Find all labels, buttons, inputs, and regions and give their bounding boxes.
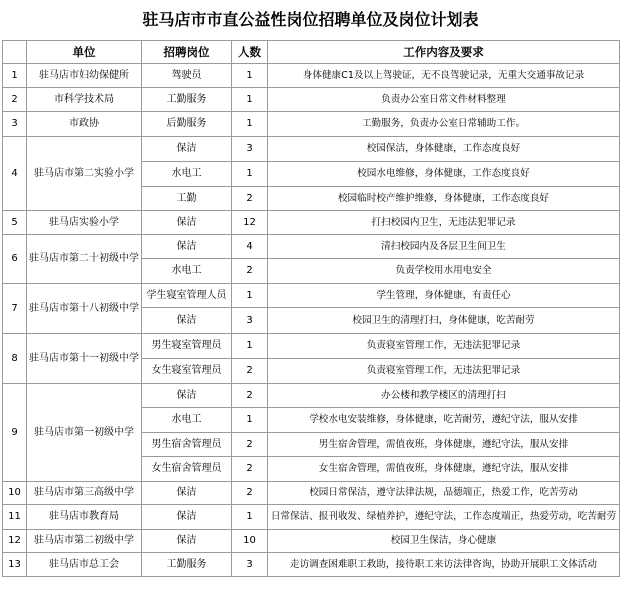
unit-name: 市政协	[27, 112, 142, 137]
job-requirements: 身体健康C1及以上驾驶证，无不良驾驶记录，无重大交通事故记录	[268, 64, 620, 88]
unit-name: 驻马店市第十八初级中学	[27, 284, 142, 334]
table-row	[3, 384, 620, 408]
job-count: 2	[232, 259, 268, 284]
header-position: 招聘岗位	[142, 41, 232, 64]
job-count: 2	[232, 457, 268, 482]
job-requirements: 负责寝室管理工作，无违法犯罪记录	[268, 334, 620, 359]
job-position: 男生宿舍管理员	[142, 433, 232, 457]
job-count: 1	[232, 88, 268, 112]
table-row	[3, 553, 620, 577]
table-row	[3, 482, 620, 505]
job-count: 4	[232, 235, 268, 259]
job-requirements: 负责学校用水用电安全	[268, 259, 620, 284]
job-position: 保洁	[142, 235, 232, 259]
job-count: 3	[232, 137, 268, 162]
job-position: 保洁	[142, 211, 232, 235]
unit-name: 驻马店市第二初级中学	[27, 530, 142, 553]
job-position: 后勤服务	[142, 112, 232, 137]
job-position: 水电工	[142, 162, 232, 187]
table-row	[3, 530, 620, 553]
recruitment-table	[2, 40, 620, 577]
job-count: 1	[232, 334, 268, 359]
job-position: 水电工	[142, 259, 232, 284]
job-count: 2	[232, 187, 268, 211]
job-requirements: 学生管理，身体健康，有责任心	[268, 284, 620, 308]
job-position: 女生寝室管理员	[142, 359, 232, 384]
job-requirements: 校园卫生保洁，身心健康	[268, 530, 620, 553]
job-requirements: 清扫校园内及各层卫生间卫生	[268, 235, 620, 259]
job-requirements: 负责办公室日常文件材料整理	[268, 88, 620, 112]
job-count: 2	[232, 433, 268, 457]
job-requirements: 打扫校园内卫生，无违法犯罪记录	[268, 211, 620, 235]
job-requirements: 办公楼和教学楼区的清理打扫	[268, 384, 620, 408]
unit-name: 驻马店市第二十初级中学	[27, 235, 142, 284]
job-count: 1	[232, 284, 268, 308]
job-count: 2	[232, 384, 268, 408]
unit-name: 驻马店市第二实验小学	[27, 137, 142, 211]
job-position: 保洁	[142, 137, 232, 162]
row-number: 11	[3, 505, 27, 530]
job-position: 学生寝室管理人员	[142, 284, 232, 308]
job-position: 工勤服务	[142, 553, 232, 577]
table-row	[3, 64, 620, 88]
job-requirements: 负责寝室管理工作，无违法犯罪记录	[268, 359, 620, 384]
job-position: 保洁	[142, 530, 232, 553]
job-requirements: 走访调查困难职工救助，接待职工来访法律咨询，协助开展职工文体活动	[268, 553, 620, 577]
header-count: 人数	[232, 41, 268, 64]
job-requirements: 校园卫生的清理打扫，身体健康，吃苦耐劳	[268, 308, 620, 334]
header-requirements: 工作内容及要求	[268, 41, 620, 64]
job-requirements: 日常保洁、报刊收发、绿植养护，遵纪守法，工作态度端正，热爱劳动，吃苦耐劳	[268, 505, 620, 530]
unit-name: 驻马店市总工会	[27, 553, 142, 577]
job-position: 女生宿舍管理员	[142, 457, 232, 482]
row-number: 4	[3, 137, 27, 211]
job-requirements: 校园日常保洁，遵守法律法规，品德端正，热爱工作，吃苦劳动	[268, 482, 620, 505]
job-count: 2	[232, 359, 268, 384]
unit-name: 驻马店市第三高级中学	[27, 482, 142, 505]
job-requirements: 工勤服务，负责办公室日常辅助工作。	[268, 112, 620, 137]
table-row	[3, 284, 620, 308]
job-position: 驾驶员	[142, 64, 232, 88]
row-number: 9	[3, 384, 27, 482]
row-number: 3	[3, 112, 27, 137]
job-position: 男生寝室管理员	[142, 334, 232, 359]
job-requirements: 校园保洁，身体健康，工作态度良好	[268, 137, 620, 162]
header-no	[3, 41, 27, 64]
job-position: 保洁	[142, 505, 232, 530]
job-position: 保洁	[142, 384, 232, 408]
unit-name: 驻马店市妇幼保健所	[27, 64, 142, 88]
job-count: 1	[232, 162, 268, 187]
unit-name: 驻马店市第十一初级中学	[27, 334, 142, 384]
row-number: 1	[3, 64, 27, 88]
job-count: 3	[232, 553, 268, 577]
header-row	[3, 41, 620, 64]
job-count: 2	[232, 482, 268, 505]
job-position: 工勤	[142, 187, 232, 211]
job-requirements: 校园水电维修，身体健康，工作态度良好	[268, 162, 620, 187]
header-unit: 单位	[27, 41, 142, 64]
table-body	[3, 64, 620, 577]
job-position: 保洁	[142, 482, 232, 505]
unit-name: 驻马店市教育局	[27, 505, 142, 530]
row-number: 10	[3, 482, 27, 505]
job-count: 1	[232, 408, 268, 433]
row-number: 13	[3, 553, 27, 577]
job-position: 水电工	[142, 408, 232, 433]
job-count: 10	[232, 530, 268, 553]
table-row	[3, 334, 620, 359]
job-position: 工勤服务	[142, 88, 232, 112]
unit-name: 市科学技术局	[27, 88, 142, 112]
unit-name: 驻马店市第一初级中学	[27, 384, 142, 482]
job-count: 3	[232, 308, 268, 334]
row-number: 8	[3, 334, 27, 384]
table-row	[3, 112, 620, 137]
job-position: 保洁	[142, 308, 232, 334]
table-row	[3, 211, 620, 235]
table-row	[3, 88, 620, 112]
table-row	[3, 137, 620, 162]
table-row	[3, 235, 620, 259]
row-number: 7	[3, 284, 27, 334]
row-number: 2	[3, 88, 27, 112]
row-number: 5	[3, 211, 27, 235]
job-requirements: 女生宿舍管理，需值夜班，身体健康，遵纪守法，服从安排	[268, 457, 620, 482]
job-count: 1	[232, 112, 268, 137]
row-number: 12	[3, 530, 27, 553]
job-count: 1	[232, 64, 268, 88]
row-number: 6	[3, 235, 27, 284]
unit-name: 驻马店实验小学	[27, 211, 142, 235]
job-count: 12	[232, 211, 268, 235]
job-requirements: 学校水电安装维修，身体健康，吃苦耐劳，遵纪守法，服从安排	[268, 408, 620, 433]
job-requirements: 男生宿舍管理，需值夜班，身体健康，遵纪守法，服从安排	[268, 433, 620, 457]
job-requirements: 校园临时校产维护维修，身体健康，工作态度良好	[268, 187, 620, 211]
page-title: 驻马店市市直公益性岗位招聘单位及岗位计划表	[142, 10, 479, 29]
table-row	[3, 505, 620, 530]
job-count: 1	[232, 505, 268, 530]
